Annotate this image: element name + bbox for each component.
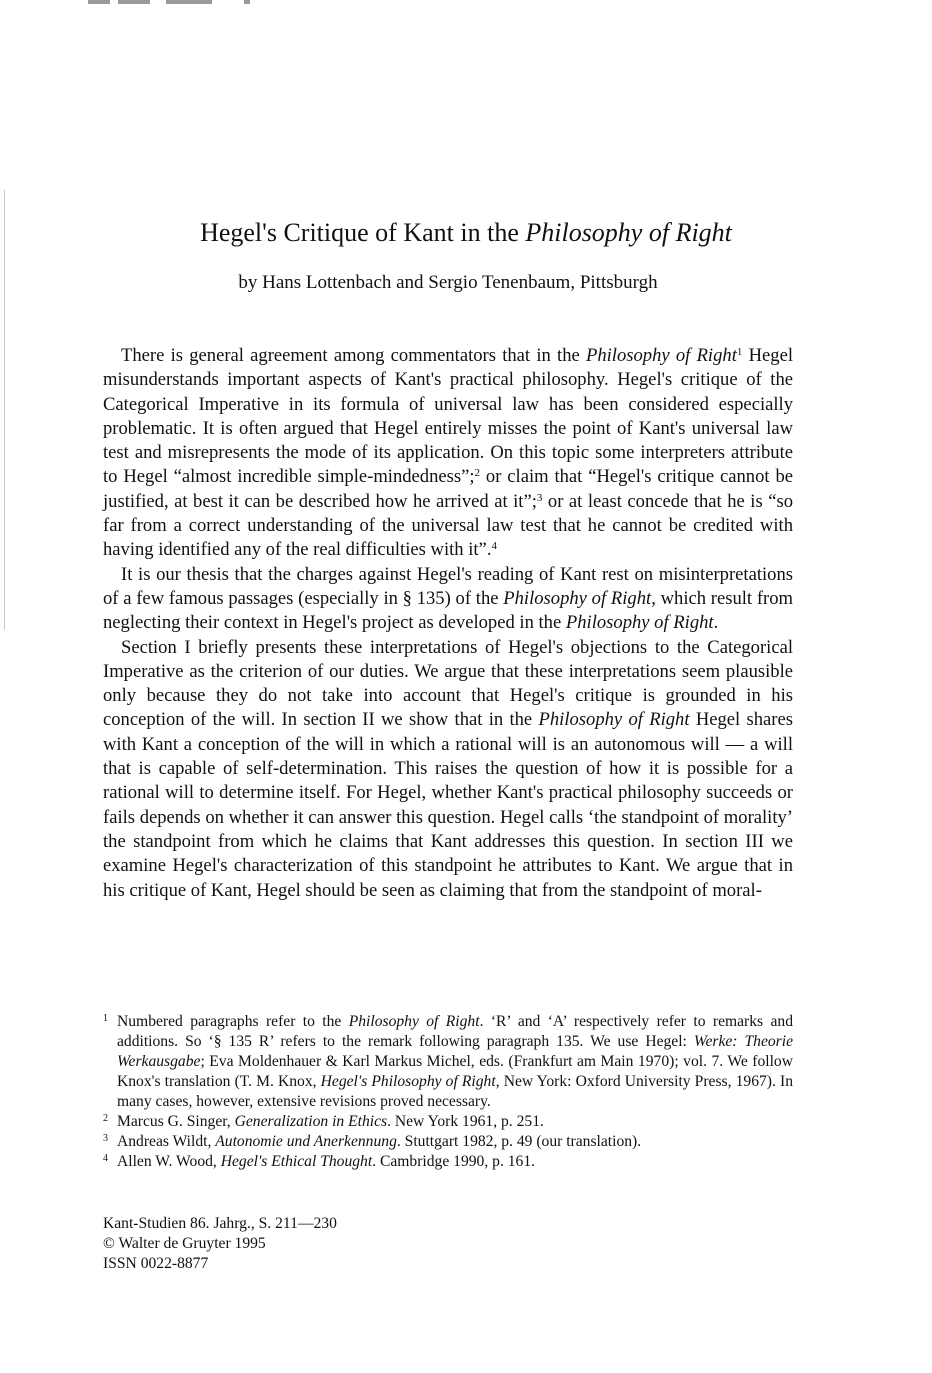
text-run: , New York: Oxford University Press, 1967). In many cases, however, extensive revisions proved necessary. bbox=[117, 1073, 793, 1110]
italic-run: Hegel's Philosophy of Right bbox=[320, 1073, 496, 1090]
text-run: Section I briefly presents these interpretations of Hegel's objections to the Categorical Imperative as the criterion of our duties. We argue that these interpretations seem plausible only because they do not take into account that Hegel's critique is grounded in his conception of the will. In section II we show that in the bbox=[103, 636, 793, 731]
text-run: . Stuttgart 1982, p. 49 (our translation). bbox=[396, 1133, 642, 1150]
footnote-1 bbox=[103, 1012, 793, 1112]
scan-artifact bbox=[118, 0, 150, 4]
footnote-ref[interactable]: 4 bbox=[491, 540, 497, 553]
text-run: or claim that “Hegel's critique cannot be justified, at best it can be described how he arrived at it”; bbox=[103, 466, 793, 512]
italic-run: Hegel's Ethical Thought bbox=[220, 1153, 373, 1170]
title-plain: Hegel's Critique of Kant in the bbox=[200, 218, 526, 247]
scan-artifact bbox=[166, 0, 212, 4]
footnote-ref[interactable]: 3 bbox=[536, 491, 543, 504]
text-run: Marcus G. Singer, bbox=[117, 1113, 235, 1130]
text-run: , which result from neglecting their context in Hegel's project as developed in the bbox=[103, 587, 793, 634]
byline: by Hans Lottenbach and Sergio Tenenbaum, Pittsburgh bbox=[238, 272, 658, 293]
scan-artifact bbox=[88, 0, 110, 4]
text-run: . ‘R’ and ‘A’ respectively refer to remarks and additions. So ‘§ 135 R’ refers to the remark following paragraph 135. We use Hegel: bbox=[117, 1013, 793, 1050]
copyright-line: © Walter de Gruyter 1995 bbox=[103, 1235, 266, 1252]
text-run: . New York 1961, p. 251. bbox=[387, 1113, 544, 1130]
footnote-3 bbox=[103, 1132, 793, 1152]
italic-run: Werke: Theorie Werkausgabe bbox=[117, 1033, 793, 1070]
issn-line: ISSN 0022-8877 bbox=[103, 1255, 209, 1272]
italic-run: Philosophy of Right bbox=[538, 709, 690, 731]
article-body bbox=[103, 344, 793, 903]
text-run: Hegel shares with Kant a conception of the will in which a rational will is an autonomous will — a will that is capable of self-determination. This raises the question of how it is possible for a rational will to determine itself. For Hegel, whether Kant's practical philosophy succeeds or fails depends on whether it can answer this question. Hegel calls ‘the standpoint of morality’ the standpoint from which he claims that Kant addresses this question. In section III we examine Hegel's characterization of this standpoint he attributes to Kant. We argue that in his critique of Kant, Hegel should be seen as claiming that from the standpoint of moral- bbox=[103, 709, 793, 901]
italic-run: Philosophy of Right bbox=[565, 612, 714, 634]
text-run: Numbered paragraphs refer to the bbox=[117, 1013, 349, 1030]
article-title bbox=[0, 218, 932, 248]
text-run: . Cambridge 1990, p. 161. bbox=[372, 1153, 536, 1170]
text-run: It is our thesis that the charges against Hegel's reading of Kant rest on misinterpretations of a few famous passages (especially in § 135) of the bbox=[103, 563, 793, 609]
text-run: or at least concede that he is “so far from a correct understanding of the universal law test that he cannot be credited with having identified any of the real difficulties with it”. bbox=[103, 490, 793, 561]
footnote-number: 2 bbox=[103, 1113, 108, 1124]
italic-run: Philosophy of Right bbox=[585, 345, 737, 366]
text-run: Andreas Wildt, bbox=[117, 1133, 216, 1150]
footnote-ref[interactable]: 1 bbox=[736, 346, 743, 358]
footnote-number: 3 bbox=[103, 1133, 108, 1144]
italic-run: Generalization in Ethics bbox=[234, 1113, 388, 1130]
page-edge-shadow bbox=[4, 190, 5, 630]
scan-artifact bbox=[244, 0, 250, 4]
colophon bbox=[103, 1214, 337, 1274]
title-italic: Philosophy of Right bbox=[525, 218, 732, 247]
text-run: Allen W. Wood, bbox=[117, 1153, 221, 1170]
footnote-4 bbox=[103, 1152, 793, 1172]
italic-run: Philosophy of Right bbox=[348, 1013, 480, 1030]
paragraph-2 bbox=[103, 563, 793, 636]
footnote-number: 4 bbox=[103, 1153, 108, 1164]
text-run: . bbox=[713, 612, 719, 634]
journal-citation: Kant-Studien 86. Jahrg., S. 211—230 bbox=[103, 1215, 337, 1232]
italic-run: Autonomie und Anerkennung bbox=[215, 1133, 397, 1150]
footnotes bbox=[103, 1012, 793, 1172]
italic-run: Philosophy of Right bbox=[503, 587, 652, 609]
paragraph-3 bbox=[103, 636, 793, 903]
text-run: Hegel misunderstands important aspects of Kant's practical philosophy. Hegel's critique of the Categorical Imperative in its formula of universal law has been considered especially problematic. It is often argued that Hegel entirely misses the point of Kant's universal law test and misrepresents the mode of its application. On this topic some interpreters attribute to Hegel “almost incredible simple-mindedness”; bbox=[103, 345, 793, 488]
footnote-2 bbox=[103, 1112, 793, 1132]
text-run: There is general agreement among commentators that in the bbox=[121, 345, 586, 366]
footnote-ref[interactable]: 2 bbox=[474, 467, 481, 480]
text-run: ; Eva Moldenhauer & Karl Markus Michel, eds. (Frankfurt am Main 1970); vol. 7. We follow Knox's translation (T. M. Knox, bbox=[117, 1053, 793, 1090]
paragraph-1 bbox=[103, 344, 793, 563]
footnote-number: 1 bbox=[103, 1013, 108, 1024]
